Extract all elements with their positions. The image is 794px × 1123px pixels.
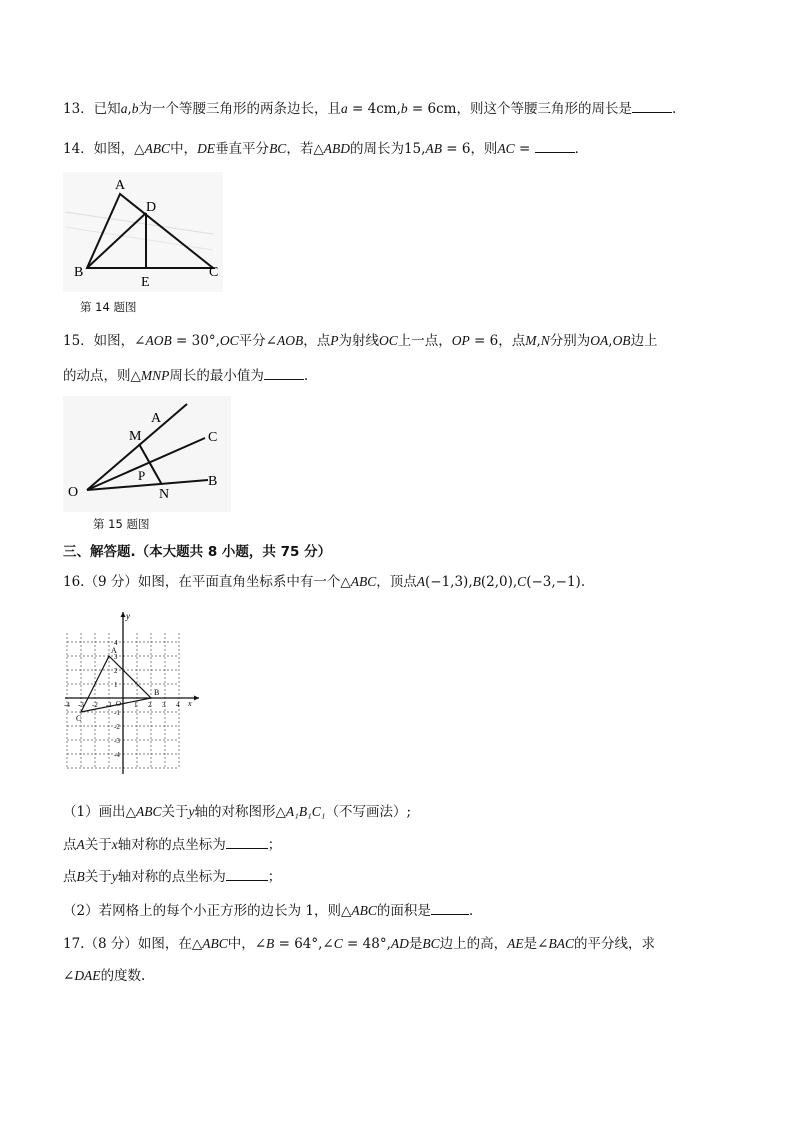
x-axis-arrow-icon: [194, 696, 199, 701]
label-p: P: [138, 468, 146, 483]
label-d: D: [146, 200, 157, 215]
x-tick-labels: [64, 701, 180, 709]
question-16-part-1b: 点A关于x轴对称的点坐标为 ；: [63, 834, 281, 855]
question-15-line-1: 15．如图，∠AOB = 30°,OC平分∠AOB，点P为射线OC上一点，OP = 6，点M,N分别为OA,OB边上: [63, 333, 658, 349]
x-tick-label: 1: [134, 701, 138, 709]
x-tick-label: 2: [148, 701, 152, 709]
answer-blank[interactable]: [264, 365, 304, 380]
y-tick-label: -1: [114, 709, 120, 717]
label-a: A: [115, 178, 126, 193]
y-tick-labels: [114, 639, 120, 759]
coordinate-grid-figure: [63, 608, 203, 774]
answer-blank[interactable]: [431, 900, 469, 915]
section-heading: 三、解答题.（本大题共 8 小题，共 75 分）: [63, 544, 332, 560]
y-tick-label: -2: [114, 723, 120, 731]
x-tick-label: 4: [176, 701, 180, 709]
label-b: B: [74, 265, 84, 280]
question-16: 16.（9 分）如图，在平面直角坐标系中有一个△ABC，顶点A(−1,3),B(2,0),C(−3,−1).: [63, 574, 586, 590]
label-c: C: [208, 430, 218, 445]
label-b: B: [208, 474, 218, 489]
x-tick-label: -4: [64, 701, 70, 709]
label-a: A: [151, 411, 162, 426]
x-tick-label: -1: [106, 701, 112, 709]
y-tick-label: 1: [114, 681, 118, 689]
question-16-part-1c: 点B关于y轴对称的点坐标为 ；: [63, 866, 281, 887]
label-n: N: [159, 487, 170, 502]
y-axis-label: y: [126, 611, 130, 621]
y-axis-arrow-icon: [121, 612, 126, 617]
question-14: 14．如图，△ABC中，DE垂直平分BC，若△ABD的周长为15,AB = 6，则AC = ．: [63, 138, 588, 159]
figure-15: [63, 396, 231, 512]
answer-blank[interactable]: [226, 866, 268, 881]
y-tick-label: -3: [114, 737, 120, 745]
figure-14: [63, 172, 223, 292]
label-o: O: [68, 485, 79, 500]
x-tick-label: -3: [78, 701, 84, 709]
y-tick-label: 4: [114, 639, 118, 647]
y-tick-label: 3: [114, 653, 118, 661]
answer-blank[interactable]: [226, 834, 268, 849]
y-tick-label: 2: [114, 667, 118, 675]
label-m: M: [129, 429, 142, 444]
point-label-b: B: [154, 688, 160, 697]
question-15-line-2: 的动点，则△MNP周长的最小值为 .: [63, 365, 308, 386]
point-label-c: C: [76, 714, 82, 723]
answer-blank[interactable]: [632, 98, 672, 113]
figure-15-caption: 第 15 题图: [93, 517, 150, 531]
answer-blank[interactable]: [535, 138, 575, 153]
question-16-part-2: （2）若网格上的每个小正方形的边长为 1，则△ABC的面积是 .: [63, 900, 473, 921]
point-label-a: A: [111, 646, 117, 655]
label-e: E: [141, 275, 150, 290]
question-16-part-1: （1）画出△ABC关于y轴的对称图形△A₁B₁C₁（不写画法）;: [63, 804, 412, 820]
y-tick-label: -4: [114, 751, 120, 759]
label-c: C: [209, 265, 219, 280]
figure-14-caption: 第 14 题图: [80, 300, 137, 314]
figure-background: [63, 396, 231, 512]
x-tick-label: -2: [92, 701, 98, 709]
question-17-line-1: 17.（8 分）如图，在△ABC中，∠B = 64°,∠C = 48°,AD是BC边上的高，AE是∠BAC的平分线，求: [63, 936, 655, 952]
question-13: 13．已知a,b为一个等腰三角形的两条边长，且a = 4cm,b = 6cm，则这个等腰三角形的周长是 .: [63, 98, 676, 119]
x-axis-label: x: [188, 699, 192, 708]
x-tick-label: 3: [162, 701, 166, 709]
origin-label: O: [116, 700, 122, 708]
question-17-line-2: ∠DAE的度数.: [63, 968, 146, 984]
